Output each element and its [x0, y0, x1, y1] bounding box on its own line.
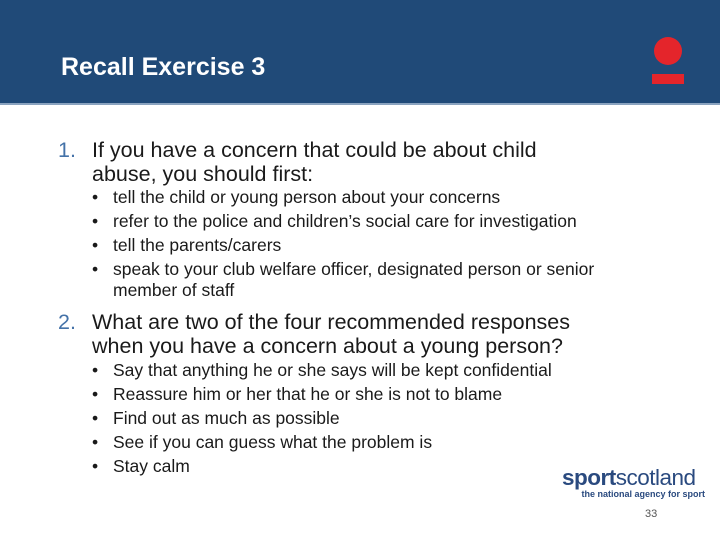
- bullet: •: [92, 456, 99, 476]
- bullet: •: [92, 187, 99, 207]
- option-text: Say that anything he or she says will be kept confidential: [113, 360, 552, 380]
- option-text: tell the parents/carers: [113, 235, 282, 255]
- question-line: abuse, you should first:: [92, 162, 314, 186]
- question-text: [92, 138, 537, 186]
- sportscotland-brand: [562, 466, 707, 499]
- option-item: [92, 454, 552, 478]
- bullet: •: [92, 408, 99, 428]
- question-2-options: [92, 358, 552, 478]
- slide-title: Recall Exercise 3: [61, 53, 266, 81]
- question-number: 2.: [58, 310, 76, 334]
- option-item: [92, 185, 594, 209]
- option-item: [92, 430, 552, 454]
- slide-header: [0, 0, 720, 105]
- option-item: [92, 382, 552, 406]
- question-line: If you have a concern that could be about child: [92, 138, 537, 162]
- brand-name: [562, 466, 707, 490]
- option-text: Stay calm: [113, 456, 190, 476]
- option-text: refer to the police and children’s social care for investigation: [113, 211, 577, 231]
- question-line: when you have a concern about a young person?: [92, 334, 563, 358]
- bullet: •: [92, 235, 99, 255]
- bullet: •: [92, 432, 99, 452]
- option-item: [92, 406, 552, 430]
- question-1-options: [92, 185, 594, 300]
- brand-tagline: the national agency for sport: [581, 489, 705, 499]
- option-item: [92, 358, 552, 382]
- option-text: Reassure him or her that he or she is not to blame: [113, 384, 503, 404]
- bullet: •: [92, 211, 99, 231]
- option-text: See if you can guess what the problem is: [113, 432, 433, 452]
- sportscotland-logo-icon: [647, 36, 689, 86]
- question-text: [92, 310, 570, 358]
- bullet: •: [92, 384, 99, 404]
- option-text-continuation: member of staff: [113, 280, 235, 300]
- brand-name-part1: sport: [562, 465, 616, 490]
- bullet: •: [92, 360, 99, 380]
- option-text: Find out as much as possible: [113, 408, 340, 428]
- option-text: speak to your club welfare officer, designated person or senior: [113, 259, 595, 279]
- brand-name-part2: scotland: [615, 465, 696, 490]
- option-item: [92, 209, 594, 233]
- option-item: [92, 257, 594, 300]
- option-text: tell the child or young person about your concerns: [113, 187, 501, 207]
- option-item: [92, 233, 594, 257]
- page-number: 33: [645, 508, 658, 520]
- bullet: •: [92, 259, 99, 279]
- question-number: 1.: [58, 138, 76, 162]
- question-line: What are two of the four recommended responses: [92, 310, 571, 334]
